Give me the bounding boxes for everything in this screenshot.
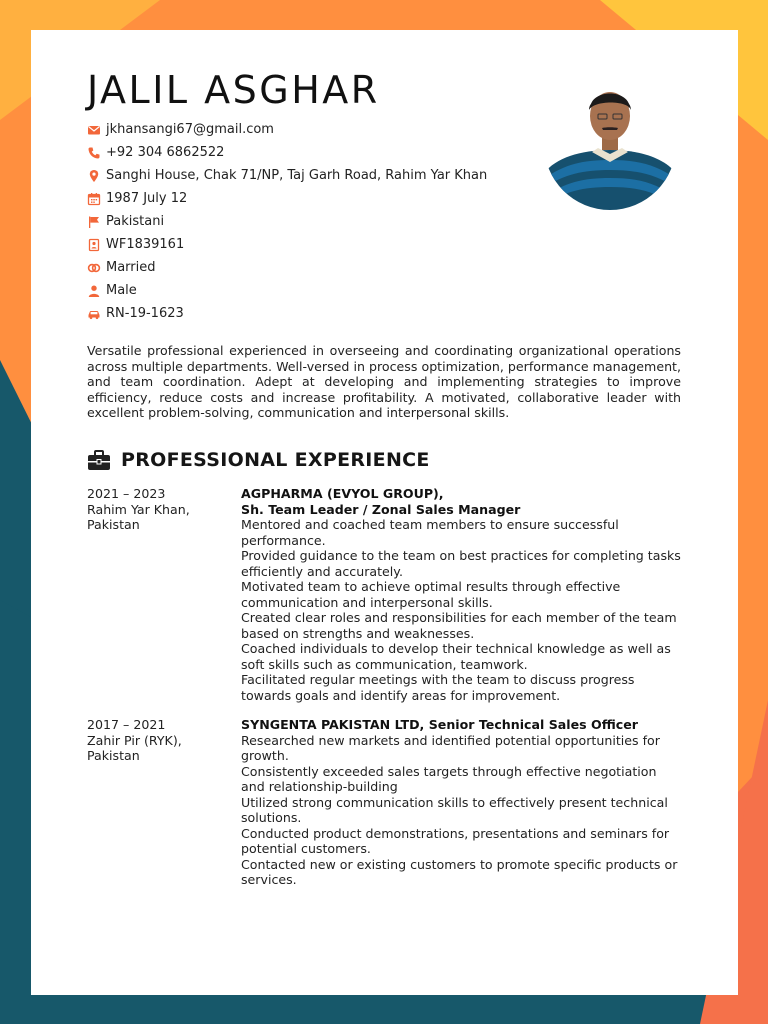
- contact-birthdate: [87, 187, 487, 210]
- section-title: PROFESSIONAL EXPERIENCE: [121, 449, 430, 471]
- person-icon: [87, 284, 101, 298]
- rings-icon: [87, 261, 101, 275]
- flag-icon: [87, 215, 101, 229]
- job-dates: 2017 – 2021: [87, 717, 166, 732]
- job-duty: Utilized strong communication skills to effectively present technical solutions.: [241, 794, 668, 825]
- contact-text: RN-19-1623: [106, 306, 184, 321]
- contact-vehicle: [87, 302, 487, 325]
- contact-id: [87, 233, 487, 256]
- briefcase-icon: [87, 449, 111, 471]
- job-location: Pakistan: [87, 517, 140, 532]
- job-location: Pakistan: [87, 748, 140, 763]
- id-card-icon: [87, 238, 101, 252]
- job-duty: Mentored and coached team members to ensure successful performance.: [241, 517, 619, 548]
- job-body: [241, 486, 681, 703]
- job-duty: Motivated team to achieve optimal results through effective communication and interpersonal skills.: [241, 579, 621, 610]
- email-icon: [87, 123, 101, 137]
- contact-text: WF1839161: [106, 237, 185, 252]
- contact-text: Male: [106, 283, 137, 298]
- job-duty: Consistently exceeded sales targets through effective negotiation and relationship-building: [241, 763, 657, 794]
- job-company: AGPHARMA (EVYOL GROUP),: [241, 486, 444, 501]
- experience-section-header: [87, 449, 430, 471]
- contact-text: Sanghi House, Chak 71/NP, Taj Garh Road, Rahim Yar Khan: [106, 168, 488, 183]
- job-role: Sh. Team Leader / Zonal Sales Manager: [241, 501, 521, 517]
- profile-summary: Versatile professional experienced in overseeing and coordinating organizational operations across multiple departments. Well-versed in process optimization, performance management, and team coordination. Adept at developing and implementing strategies to improve efficiency, reduce costs and increase profitability. A motivated, collaborative leader with excellent problem-solving, communication and interpersonal skills.: [87, 343, 681, 420]
- job-company: SYNGENTA PAKISTAN LTD, Senior Technical Sales Officer: [241, 717, 638, 732]
- job-duty: Coached individuals to develop their technical knowledge as well as soft skills such as communication, teamwork.: [241, 641, 671, 672]
- contact-text: +92 304 6862522: [106, 145, 225, 160]
- job-location: Rahim Yar Khan,: [87, 501, 190, 517]
- job-location: Zahir Pir (RYK),: [87, 732, 182, 748]
- job-meta: [87, 486, 227, 533]
- contact-text: jkhansangi67@gmail.com: [106, 122, 274, 137]
- job-body: [241, 717, 681, 888]
- job-duty: Created clear roles and responsibilities for each member of the team based on strengths and weaknesses.: [241, 610, 677, 641]
- contact-gender: [87, 279, 487, 302]
- job-duty: Researched new markets and identified potential opportunities for growth.: [241, 732, 660, 763]
- contact-nationality: [87, 210, 487, 233]
- job-dates: 2021 – 2023: [87, 486, 166, 501]
- contact-list: [87, 118, 487, 325]
- job-duty: Contacted new or existing customers to promote specific products or services.: [241, 856, 678, 887]
- candidate-name: JALIL ASGHAR: [87, 68, 380, 112]
- resume-sheet: [31, 30, 738, 995]
- phone-icon: [87, 146, 101, 160]
- contact-address: [87, 164, 487, 187]
- contact-phone[interactable]: [87, 141, 487, 164]
- profile-photo: [544, 78, 676, 210]
- job-meta: [87, 717, 227, 764]
- job-duty: Facilitated regular meetings with the team to discuss progress towards goals and identify areas for improvement.: [241, 672, 635, 703]
- job-duty: Conducted product demonstrations, presentations and seminars for potential customers.: [241, 825, 670, 856]
- contact-marital-status: [87, 256, 487, 279]
- location-pin-icon: [87, 169, 101, 183]
- calendar-icon: [87, 192, 101, 206]
- contact-email[interactable]: [87, 118, 487, 141]
- job-duty: Provided guidance to the team on best practices for completing tasks efficiently and accurately.: [241, 548, 681, 579]
- car-icon: [87, 307, 101, 321]
- contact-text: Pakistani: [106, 214, 165, 229]
- contact-text: 1987 July 12: [106, 191, 188, 206]
- contact-text: Married: [106, 260, 156, 275]
